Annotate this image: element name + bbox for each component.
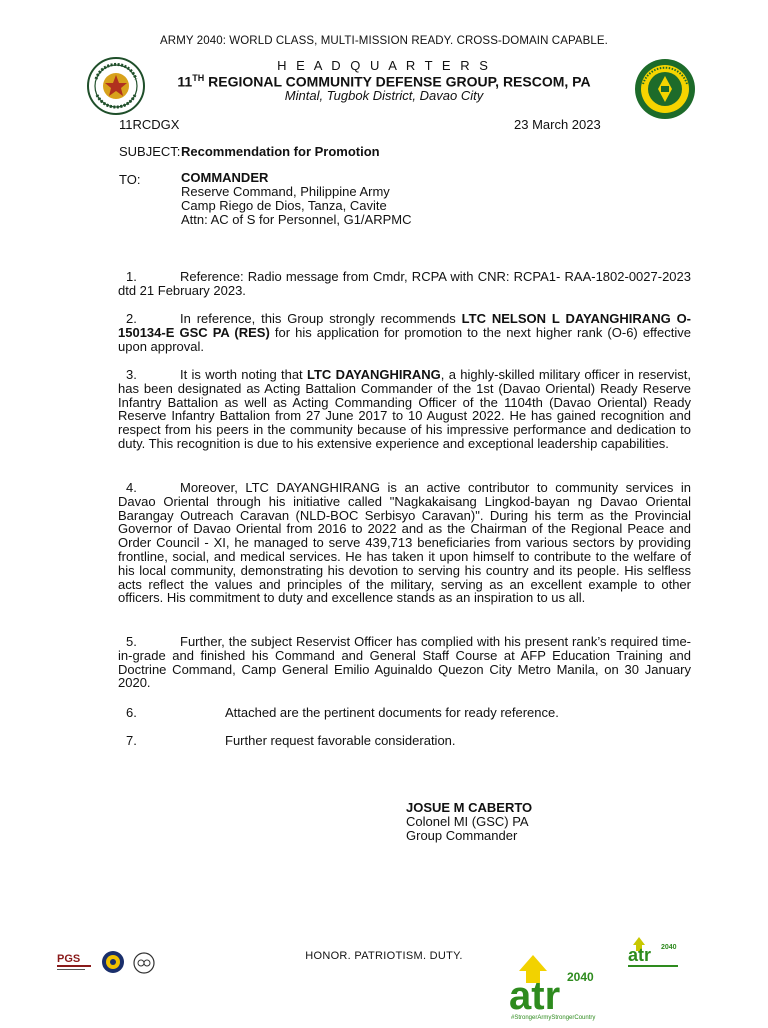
paragraph-number: 1. <box>126 269 137 284</box>
addressee-line: Reserve Command, Philippine Army <box>181 184 390 199</box>
paragraph-number: 3. <box>126 367 137 382</box>
atr-2040-large-graphic <box>505 955 605 1023</box>
atr-tagline: #StrongerArmyStrongerCountry <box>511 1015 596 1021</box>
addressee-line: Camp Riego de Dios, Tanza, Cavite <box>181 198 387 213</box>
headquarters-heading: H E A D Q U A R T E R S <box>277 58 491 73</box>
paragraph-1: 1. Reference: Radio message from Cmdr, RCPA with CNR: RCPA1- RAA-1802-0027-2023 dtd 21 February 2023. <box>118 269 691 298</box>
unit-location: Mintal, Tugbok District, Davao City <box>284 88 484 103</box>
paragraph-number: 7. <box>126 733 137 748</box>
to-label: TO: <box>119 172 141 187</box>
atr-2040-small-graphic <box>625 935 683 971</box>
addressee-line: Attn: AC of S for Personnel, G1/ARPMC <box>181 212 412 227</box>
rcdg-seal-logo <box>634 58 696 120</box>
officer-name-bold: LTC NELSON L DAYANGHIRANG O-150134-E GSC PA (RES) <box>118 311 692 340</box>
subject-label: SUBJECT: <box>119 144 181 159</box>
header-motto: ARMY 2040: WORLD CLASS, MULTI-MISSION READY. CROSS-DOMAIN CAPABLE. <box>160 35 608 47</box>
paragraph-7: 7. Further request favorable consideration. <box>118 733 456 748</box>
paragraph-number: 6. <box>126 705 137 720</box>
atr-2040-small-logo <box>625 935 683 971</box>
footer-motto: HONOR. PATRIOTISM. DUTY. <box>305 950 463 962</box>
paragraph-number: 2. <box>126 311 137 326</box>
atr-large-text: atr <box>509 974 561 1018</box>
atr-small-year: 2040 <box>661 944 677 951</box>
signatory-name: JOSUE M CABERTO <box>406 800 533 815</box>
paragraph-2: 2. In reference, this Group strongly recommends LTC NELSON L DAYANGHIRANG O-150134-E GSC PA (RES) for his application for promotion to the next higher rank (O-6) effective upon approval. <box>118 311 692 354</box>
memo-date: 23 March 2023 <box>514 117 601 132</box>
paragraph-number: 5. <box>126 634 137 649</box>
reference-number: 11RCDGX <box>119 117 180 132</box>
officer-name-bold: LTC DAYANGHIRANG <box>306 367 441 382</box>
paragraph-6: 6. Attached are the pertinent documents for ready reference. <box>118 705 559 720</box>
paragraph-4: 4. Moreover, LTC DAYANGHIRANG is an active contributor to community services in Davao Oriental through his initiative called "Nagkakaisang Lingkod-bayan ng Davao Oriental Barangay Outreach Caravan (NLD-BOC Serbisyo Caravan)". During his term as the Provincial Governor of Davao Oriental from 2016 to 2022 and as the Chairman of the Regional Peace and Order Council - XI, he managed to serve 439,713 beneficiaries from various sectors by providing frontline, social, and medical services. He has taken it upon himself to contribute to the welfare of his local community, demonstrating his devotion to serving his country and its people. His selfless acts reflect the values and principles of the military, serving as an excellent example to other officers. His commitment to duty and excellence stands as an inspiration to us all. <box>118 480 691 606</box>
signature-block <box>406 801 532 843</box>
unit-name: 11TH REGIONAL COMMUNITY DEFENSE GROUP, RESCOM, PA <box>177 73 591 90</box>
atr-2040-large-logo <box>505 955 605 1023</box>
atr-small-text: atr <box>628 945 652 965</box>
addressee-name: COMMANDER <box>181 170 269 185</box>
pgs-logo-text: PGS <box>57 953 81 965</box>
paragraph-number: 4. <box>126 480 137 495</box>
addressee-block <box>181 171 411 227</box>
signatory-position: Group Commander <box>406 828 518 843</box>
atr-large-year: 2040 <box>567 970 594 984</box>
paragraph-5: 5. Further, the subject Reservist Officer has complied with his present rank’s required time-in-grade and finished his Command and General Staff Course at AFP Education Training and Doctrine Command, Camp General Emilio Aguinaldo Quezon City Metro Manila, on 30 January 2020. <box>118 634 691 691</box>
paragraph-3: 3. It is worth noting that LTC DAYANGHIRANG, a highly-skilled military officer in reservist, has been designated as Acting Battalion Commander of the 1st (Davao Oriental) Ready Reserve Infantry Battalion as well as Acting Commanding Officer of the 1104th (Davao Oriental) Ready Reserve Infantry Battalion from 27 June 2017 to 10 August 2022. He has gained recognition and respect from his peers in the community because of his impressive performance and dedication to duty. This recognition is due to his extensive experience and exceptional leadership capabilities. <box>118 367 691 451</box>
signatory-rank: Colonel MI (GSC) PA <box>406 814 529 829</box>
subject-text: Recommendation for Promotion <box>181 144 380 159</box>
